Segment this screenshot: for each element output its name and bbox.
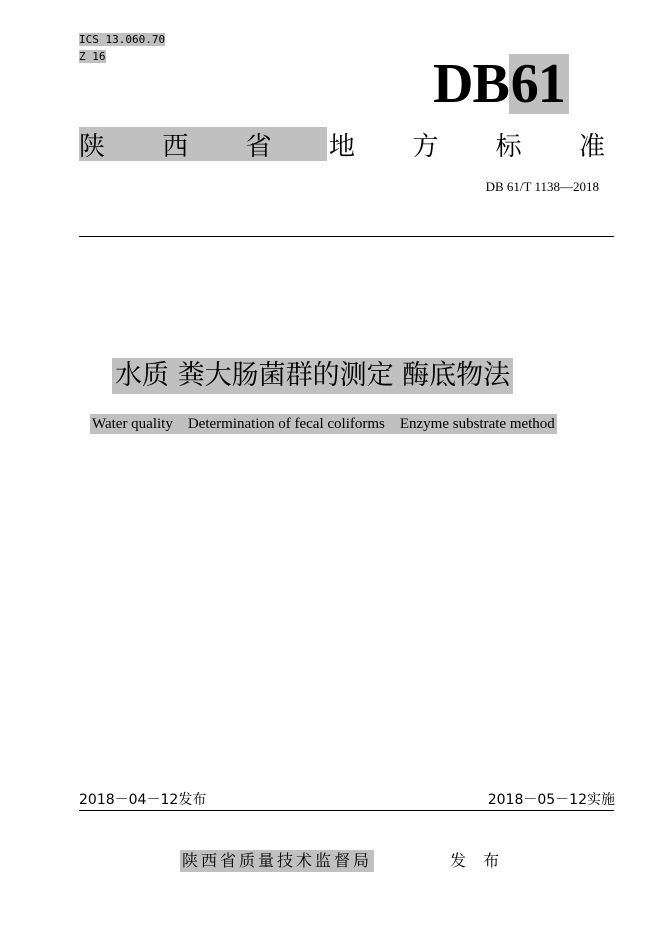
standard-type-char: 陕 [79,131,106,162]
standard-type-char: 标 [495,131,522,162]
ics-code [79,33,165,47]
standard-type-char: 西 [162,131,189,162]
issuing-authority: 陕西省质量技术监督局 [182,851,373,870]
logo-number: 61 [509,54,569,114]
standard-type-char: 准 [578,131,605,162]
standard-type [79,127,605,161]
standard-type-highlight [79,127,327,161]
standard-logo [433,54,569,114]
standard-number [486,178,599,196]
standard-type-char: 方 [412,131,439,162]
implementation-date-text: 2018－05－12实施 [487,792,615,808]
issue-date-text: 2018－04－12发布 [79,792,207,808]
ccs-code-text: Z 16 [79,50,106,63]
standard-type-char: 地 [328,131,355,162]
ccs-code [79,50,106,64]
standard-type-char: 省 [245,131,272,162]
standard-number-text: DB 61/T 1138—2018 [485,179,599,194]
issue-date [79,790,206,810]
ics-code-text: ICS 13.060.70 [79,33,166,46]
header-divider [79,236,614,237]
footer-divider [79,810,614,811]
issue-label: 发 布 [450,851,506,870]
logo-prefix: DB [433,53,509,115]
implementation-date [488,790,615,810]
chinese-title: 水质 粪大肠菌群的测定 酶底物法 [112,358,513,394]
english-title: Water quality Determination of fecal coliforms Enzyme substrate method [92,416,555,432]
